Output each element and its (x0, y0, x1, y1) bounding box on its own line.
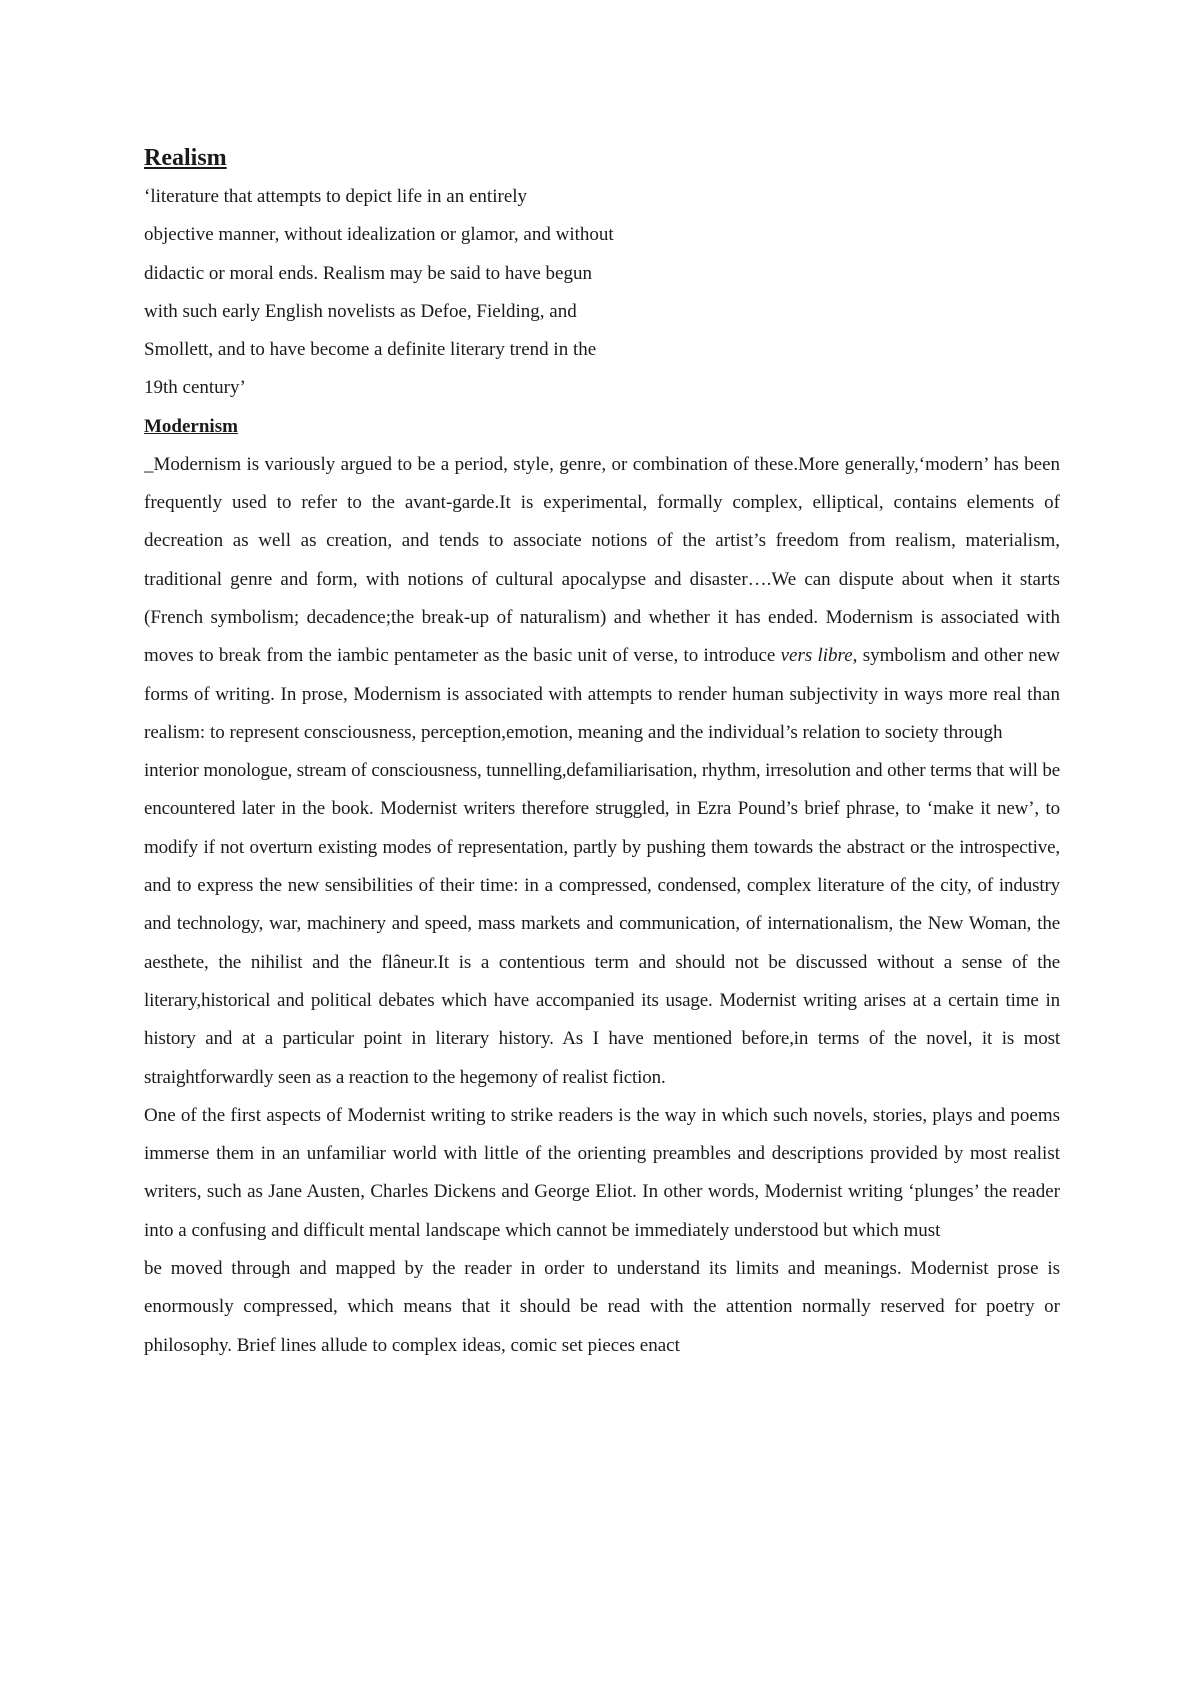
paragraph-text: _Modernism is variously argued to be a period, style, genre, or combination of these.More generally,‘modern’ has been frequently used to refer to the avant-garde.It is experimental, formally complex, elliptical, contains elements of decreation as well as creation, and tends to associate notions of the artist’s freedom from realism, materialism, traditional genre and form, with notions of cultural apocalypse and disaster….We can dispute about when it starts (French symbolism; decadence;the break-up of naturalism) and whether it has ended. Modernism is associated with moves to break from the iambic pentameter as the basic unit of verse, to introduce (144, 453, 1060, 667)
quote-line: objective manner, without idealization or glamor, and without (144, 224, 614, 246)
modernism-paragraph-2 (144, 752, 1060, 1097)
realism-definition-quote (144, 178, 1060, 408)
realism-heading: Realism (144, 145, 227, 171)
paragraph-text: be moved through and mapped by the reader in order to understand its limits and meanings. Modernist prose is enormously compressed, which means that it should be read with the attention normally reserved for poetry or philosophy. Brief lines allude to complex ideas, comic set pieces enact (144, 1258, 1060, 1356)
modernism-paragraph-4 (144, 1250, 1060, 1365)
quote-line: Smollett, and to have become a definite literary trend in the (144, 339, 597, 361)
document-page (144, 138, 1060, 1365)
modernism-heading: Modernism (144, 415, 238, 437)
quote-line: didactic or moral ends. Realism may be said to have begun (144, 262, 592, 284)
italic-term: vers libre, (780, 645, 858, 667)
quote-line: ‘literature that attempts to depict life in an entirely (144, 186, 528, 207)
paragraph-text: interior monologue, stream of consciousness, tunnelling,defamiliarisation, rhythm, irresolution and other terms that will be encountered later in the book. Modernist writers therefore struggled, in Ezra Pound’s brief phrase, to ‘make it new’, to modify if not overturn existing modes of representation, partly by pushing them towards the abstract or the introspective, and to express the new sensibilities of their time: in a compressed, condensed, complex literature of the city, of industry and technology, war, machinery and speed, mass markets and communication, of internationalism, the New Woman, the aesthete, the nihilist and the flâneur.It is a contentious term and should not be discussed without a sense of the literary,historical and political debates which have accompanied its usage. Modernist writing arises at a certain time in history and at a particular point in literary history. As I have mentioned before,in terms of the novel, it is most straightforwardly seen as a reaction to the hegemony of realist fiction. (144, 760, 1060, 1088)
paragraph-text: symbolism and other new forms of writing. In prose, Modernism is associated with attempts to render human subjectivity in ways more real than realism: to represent consciousness, perception,emotion, meaning and the individual’s relation to society through (144, 645, 1061, 743)
paragraph-text: One of the first aspects of Modernist writing to strike readers is the way in which such novels, stories, plays and poems immerse them in an unfamiliar world with little of the orienting preambles and descriptions provided by most realist writers, such as Jane Austen, Charles Dickens and George Eliot. In other words, Modernist writing ‘plunges’ the reader into a confusing and difficult mental landscape which cannot be immediately understood but which must (144, 1104, 1060, 1241)
modernism-paragraph-1 (144, 446, 1060, 752)
modernism-paragraph-3 (144, 1097, 1060, 1250)
quote-line: with such early English novelists as Defoe, Fielding, and (144, 300, 577, 322)
quote-line: 19th century’ (144, 377, 246, 399)
